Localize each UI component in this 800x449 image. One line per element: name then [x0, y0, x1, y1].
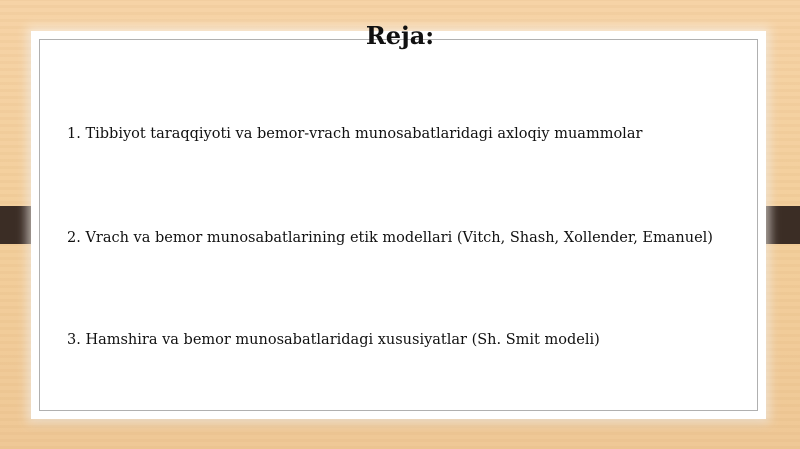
- plan-item-3: 3. Hamshira va bemor munosabatlaridagi xususiyatlar (Sh. Smit modeli): [67, 332, 600, 348]
- slide-card: [31, 31, 766, 419]
- plan-item-2: 2. Vrach va bemor munosabatlarining etik modellari (Vitch, Shash, Xollender, Emanuel): [67, 230, 713, 246]
- slide-title: Reja:: [365, 21, 435, 50]
- plan-item-1: 1. Tibbiyot taraqqiyoti va bemor-vrach munosabatlaridagi axloqiy muammolar: [67, 126, 643, 142]
- slide-card-border: [39, 39, 758, 411]
